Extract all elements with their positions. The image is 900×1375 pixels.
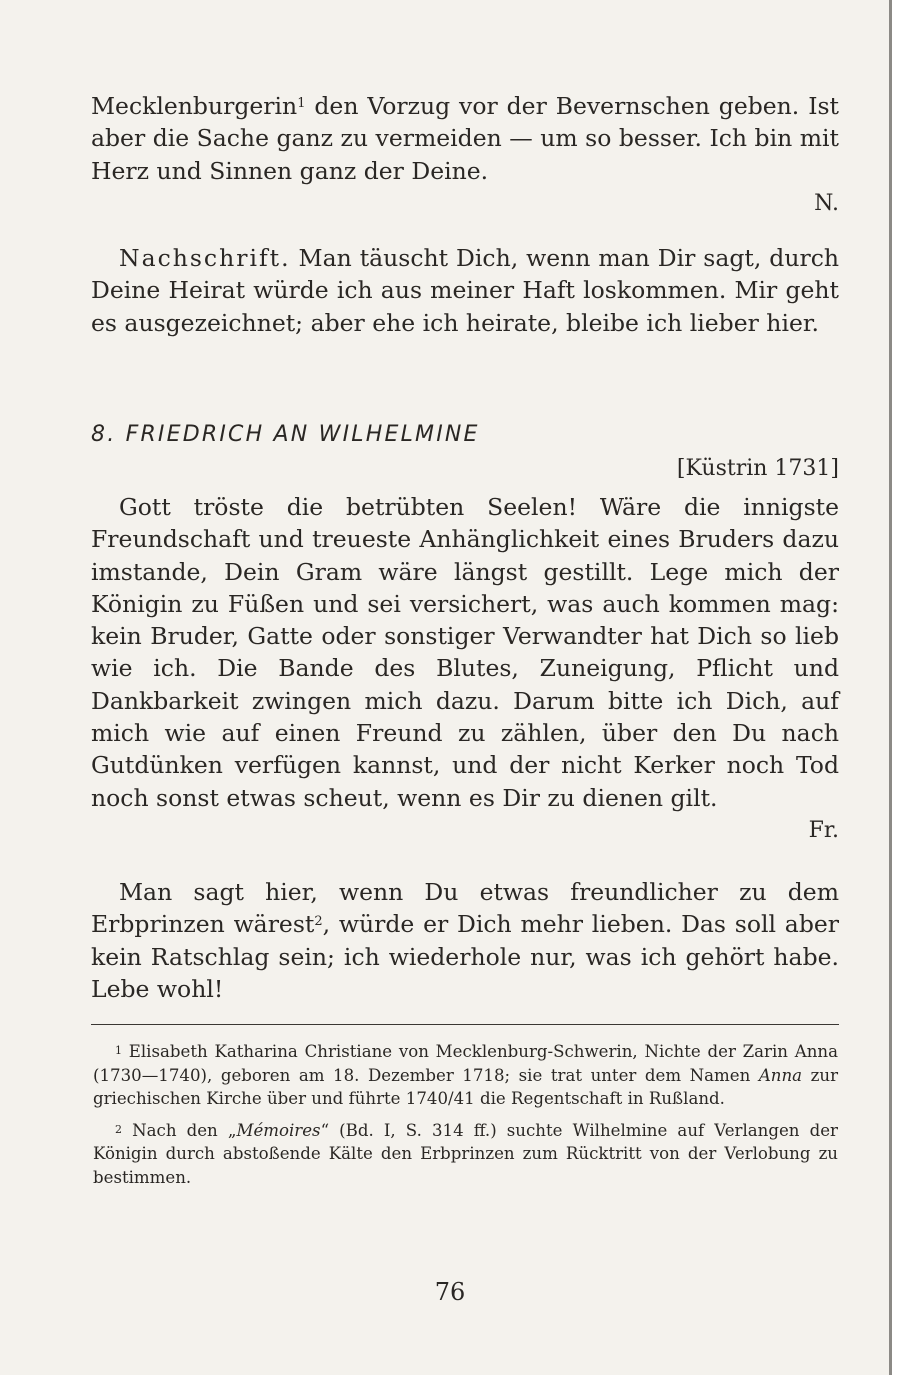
page-edge-highlight: [892, 0, 900, 1375]
letter-postscript-text: [91, 876, 839, 1005]
page-edge-shadow: [889, 0, 892, 1375]
signature-fr: Fr.: [808, 817, 839, 843]
place-date: [Küstrin 1731]: [676, 456, 839, 481]
postscript: [91, 242, 839, 339]
footnote-2: [93, 1119, 838, 1190]
page-number: 76: [434, 1278, 466, 1306]
postscript-label: Nachschrift.: [119, 244, 291, 272]
signature-n: N.: [814, 190, 839, 216]
footnote-2-mark: 2: [115, 1122, 122, 1136]
footnote-1: [93, 1040, 838, 1111]
footnote-1-mark: 1: [115, 1044, 122, 1057]
footnote-2-text: Nach den „: [122, 1120, 237, 1140]
footnote-reference-2: 2: [314, 914, 323, 930]
letter-body-text: Gott tröste die betrübten Seelen! Wäre die innigste Freundschaft und treueste Anhänglichkeit eines Bruders dazu imstande, Dein Gram wäre längst gestillt. Lege mich der Königin zu Füßen und sei versichert, was auch kommen mag: kein Bruder, Gatte oder sonstiger Verwandter hat Dich so lieb wie ich. Die Bande des Blutes, Zuneigung, Pflicht und Dankbarkeit zwingen mich dazu. Darum bitte ich Dich, auf mich wie auf einen Freund zu zählen, über den Du nach Gutdünken verfügen kannst, und der nicht Kerker noch Tod noch sonst etwas scheut, wenn es Dir zu dienen gilt.: [91, 493, 839, 812]
footnote-reference-1: 1: [297, 96, 306, 111]
footnote-divider: [91, 1024, 839, 1025]
letter-heading: 8. FRIEDRICH AN WILHELMINE: [91, 422, 480, 447]
footnote-2-text-rest: “ (Bd. I, S. 314 ff.) suchte Wilhelmine auf Verlangen der Königin durch abstoßende Kälte den Erbprinzen zum Rücktritt von der Verlobung zu bestimmen.: [93, 1120, 838, 1187]
previous-letter-text-rest: den Vorzug vor der Bevernschen geben. Ist aber die Sache ganz zu vermeiden — um so besser. Ich bin mit Herz und Sinnen ganz der Deine.: [91, 92, 839, 185]
previous-letter-text: [91, 90, 839, 187]
footnote-2-emphasis: Mémoires: [236, 1120, 321, 1140]
postscript-body: Man täuscht Dich, wenn man Dir sagt, durch Deine Heirat würde ich aus meiner Haft loskommen. Mir geht es ausgezeichnet; aber ehe ich heirate, bleibe ich lieber hier.: [91, 244, 839, 337]
postscript-text-start: Man sagt hier, wenn Du etwas freundlicher zu dem Erbprinzen wärest: [91, 878, 839, 939]
postscript-text: [91, 242, 839, 339]
footnote-1-emphasis: Anna: [758, 1065, 803, 1085]
footnote-1-text: Elisabeth Katharina Christiane von Mecklenburg-Schwerin, Nichte der Zarin Anna (1730—1740), geboren am 18. Dezember 1718; sie trat unter dem Namen: [93, 1042, 838, 1085]
letter-8-postscript: [91, 876, 839, 1005]
letter-8-header: [91, 420, 839, 484]
postscript-text-end: , würde er Dich mehr lieben. Das soll aber kein Ratschlag sein; ich wiederhole nur, was ich gehört habe. Lebe wohl!: [91, 910, 839, 1003]
word-mecklenburgerin: Mecklenburgerin: [91, 92, 298, 120]
footnote-1-text-rest: zur griechischen Kirche über und führte 1740/41 die Regentschaft in Rußland.: [93, 1065, 838, 1109]
previous-letter-ending: [91, 90, 839, 219]
letter-8-body: [91, 491, 839, 846]
footnotes: [93, 1040, 838, 1190]
